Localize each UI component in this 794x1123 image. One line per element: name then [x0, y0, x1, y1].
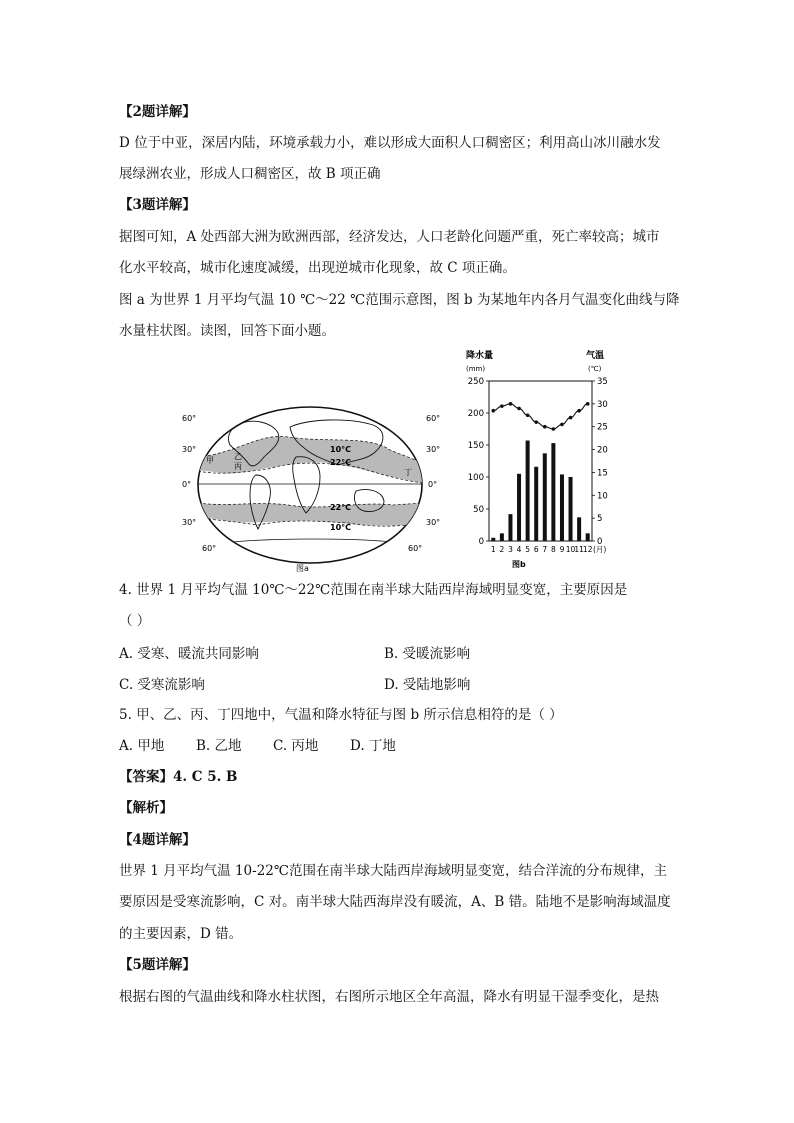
lat-label-60s-left: 60°	[202, 544, 217, 553]
place-label-bing: 丙	[234, 462, 242, 471]
precip-tick-label: 150	[467, 441, 484, 451]
isotherm-label-10c-south: 10°C	[330, 523, 352, 532]
temperature-point	[500, 404, 504, 408]
temperature-point	[534, 420, 538, 424]
month-tick-label: 9	[559, 545, 565, 554]
precip-axis-label: 降水量	[466, 351, 494, 361]
isotherm-label-10c-north: 10°C	[330, 445, 352, 454]
temperature-line	[493, 404, 587, 429]
precip-bar	[551, 443, 555, 541]
isotherm-label-22c-north: 22°C	[330, 458, 352, 467]
q4-explanation-line-1: 世界 1 月平均气温 10-22℃范围在南半球大陆西岸海域明显变宽，结合洋流的分布规律，主	[119, 863, 667, 879]
temp-tick-label: 20	[597, 445, 608, 456]
lat-label-0-left: 0°	[182, 480, 192, 489]
temp-tick-label: 30	[597, 399, 608, 410]
precip-bar	[534, 467, 538, 541]
month-tick-label: 1	[490, 545, 496, 554]
month-tick-label: 6	[533, 545, 539, 554]
temperature-point	[543, 425, 547, 429]
section-heading-q4: 【4题详解】	[119, 832, 196, 848]
analysis-heading: 【解析】	[119, 800, 173, 816]
precip-bar	[569, 477, 573, 541]
place-label-yi: 乙	[234, 452, 242, 461]
precip-axis-unit: (mm)	[466, 365, 486, 373]
temp-tick-label: 10	[597, 491, 608, 502]
figure-intro-line-1: 图 a 为世界 1 月平均气温 10 ℃～22 ℃范围示意图，图 b 为某地年内各月气温变化曲线与降	[119, 292, 680, 308]
q5-stem: 5. 甲、乙、丙、丁四地中，气温和降水特征与图 b 所示信息相符的是（ ）	[119, 707, 563, 723]
month-tick-label: 3	[508, 545, 513, 554]
section-heading-q5: 【5题详解】	[119, 957, 196, 973]
lat-label-0-right: 0°	[428, 480, 438, 489]
figure-b-caption: 图b	[512, 560, 526, 569]
q4-explanation-line-2: 要原因是受寒流影响，C 对。南半球大陆西海岸没有暖流，A、B 错。陆地不是影响海域温度	[119, 894, 671, 910]
q3-explanation-line-1: 据图可知，A 处西部大洲为欧洲西部，经济发达，人口老龄化问题严重，死亡率较高；城市	[119, 229, 660, 245]
precip-bar	[500, 533, 504, 541]
lat-label-30s-right: 30°	[426, 518, 441, 527]
month-unit-label: (月)	[593, 545, 607, 554]
q4-explanation-line-3: 的主要因素，D 错。	[119, 926, 243, 942]
temperature-point	[586, 402, 590, 406]
month-tick-label: 7	[542, 545, 548, 554]
month-tick-label: 10	[565, 545, 576, 554]
section-heading-q3: 【3题详解】	[119, 197, 196, 213]
q5-option-b[interactable]: B. 乙地	[196, 738, 242, 754]
temp-tick-label: 35	[597, 377, 608, 387]
precip-tick-label: 100	[467, 473, 484, 483]
climate-chart-figure-b	[462, 348, 622, 572]
precip-tick-label: 250	[467, 377, 484, 387]
month-tick-label: 8	[550, 545, 556, 554]
precip-bar	[577, 517, 581, 541]
world-map-figure-a	[178, 405, 443, 573]
figure-a-caption: 图a	[296, 564, 309, 573]
precip-bar	[543, 453, 547, 541]
q2-explanation-line-2: 展绿洲农业，形成人口稠密区，故 B 项正确	[119, 166, 381, 182]
figure-intro-line-2: 水量柱状图。读图，回答下面小题。	[119, 323, 335, 339]
precip-bar	[586, 533, 590, 541]
place-label-ding: 丁	[404, 468, 412, 477]
precip-bar	[517, 474, 521, 541]
lat-label-30n-left: 30°	[182, 445, 197, 454]
temperature-point	[552, 427, 556, 431]
q5-option-a[interactable]: A. 甲地	[119, 738, 165, 754]
q4-option-c[interactable]: C. 受寒流影响	[119, 677, 205, 693]
month-tick-label: 5	[525, 545, 531, 554]
temp-tick-label: 15	[597, 468, 608, 479]
q5-explanation-line-1: 根据右图的气温曲线和降水柱状图，右图所示地区全年高温，降水有明显干湿季变化，是热	[119, 989, 659, 1005]
temperature-point	[491, 409, 495, 413]
precip-tick-label: 50	[473, 505, 484, 515]
precip-bar	[508, 514, 512, 541]
q4-option-b[interactable]: B. 受暖流影响	[384, 646, 471, 662]
lat-label-30s-left: 30°	[182, 518, 197, 527]
q2-explanation-line-1: D 位于中亚，深居内陆，环境承载力小，难以形成大面积人口稠密区；利用高山冰川融水发	[119, 135, 661, 151]
temp-tick-label: 25	[597, 422, 608, 433]
q5-option-c[interactable]: C. 丙地	[273, 738, 319, 754]
month-tick-label: 2	[499, 545, 505, 554]
q4-stem-line-2: （ ）	[119, 613, 151, 629]
q4-option-a[interactable]: A. 受寒、暖流共同影响	[119, 646, 259, 662]
isotherm-label-22c-south: 22°C	[330, 503, 352, 512]
month-tick-label: 11	[574, 545, 584, 554]
answer-line: 【答案】4. C 5. B	[119, 769, 238, 785]
lat-label-60n-right: 60°	[426, 414, 441, 423]
section-heading-q2: 【2题详解】	[119, 104, 196, 120]
precip-tick-label: 200	[467, 409, 484, 419]
lat-label-60n-left: 60°	[182, 414, 197, 423]
temp-axis-label: 气温	[586, 351, 605, 361]
plot-frame	[489, 381, 592, 541]
temperature-point	[560, 423, 564, 427]
temperature-point	[577, 409, 581, 413]
precip-tick-label: 0	[478, 537, 484, 547]
q5-option-d[interactable]: D. 丁地	[350, 738, 396, 754]
precip-bar	[560, 474, 564, 541]
q3-explanation-line-2: 化水平较高，城市化速度减缓，出现逆城市化现象，故 C 项正确。	[119, 260, 516, 276]
temperature-point	[526, 413, 530, 417]
q4-option-d[interactable]: D. 受陆地影响	[384, 677, 471, 693]
temp-tick-label: 0	[597, 537, 603, 547]
precip-bar	[526, 441, 530, 541]
temperature-point	[569, 416, 573, 420]
month-tick-label: 12	[582, 545, 593, 554]
lat-label-30n-right: 30°	[426, 445, 441, 454]
lat-label-60s-right: 60°	[408, 544, 423, 553]
temperature-point	[509, 402, 513, 406]
place-label-jia: 甲	[206, 456, 214, 465]
temp-tick-label: 5	[597, 514, 603, 525]
q4-stem-line-1: 4. 世界 1 月平均气温 10℃～22℃范围在南半球大陆西岸海域明显变宽，主要原因是	[119, 582, 628, 598]
temp-axis-unit: (℃)	[588, 365, 602, 373]
precip-bar	[491, 538, 495, 541]
temperature-point	[517, 407, 521, 411]
month-tick-label: 4	[516, 545, 522, 554]
